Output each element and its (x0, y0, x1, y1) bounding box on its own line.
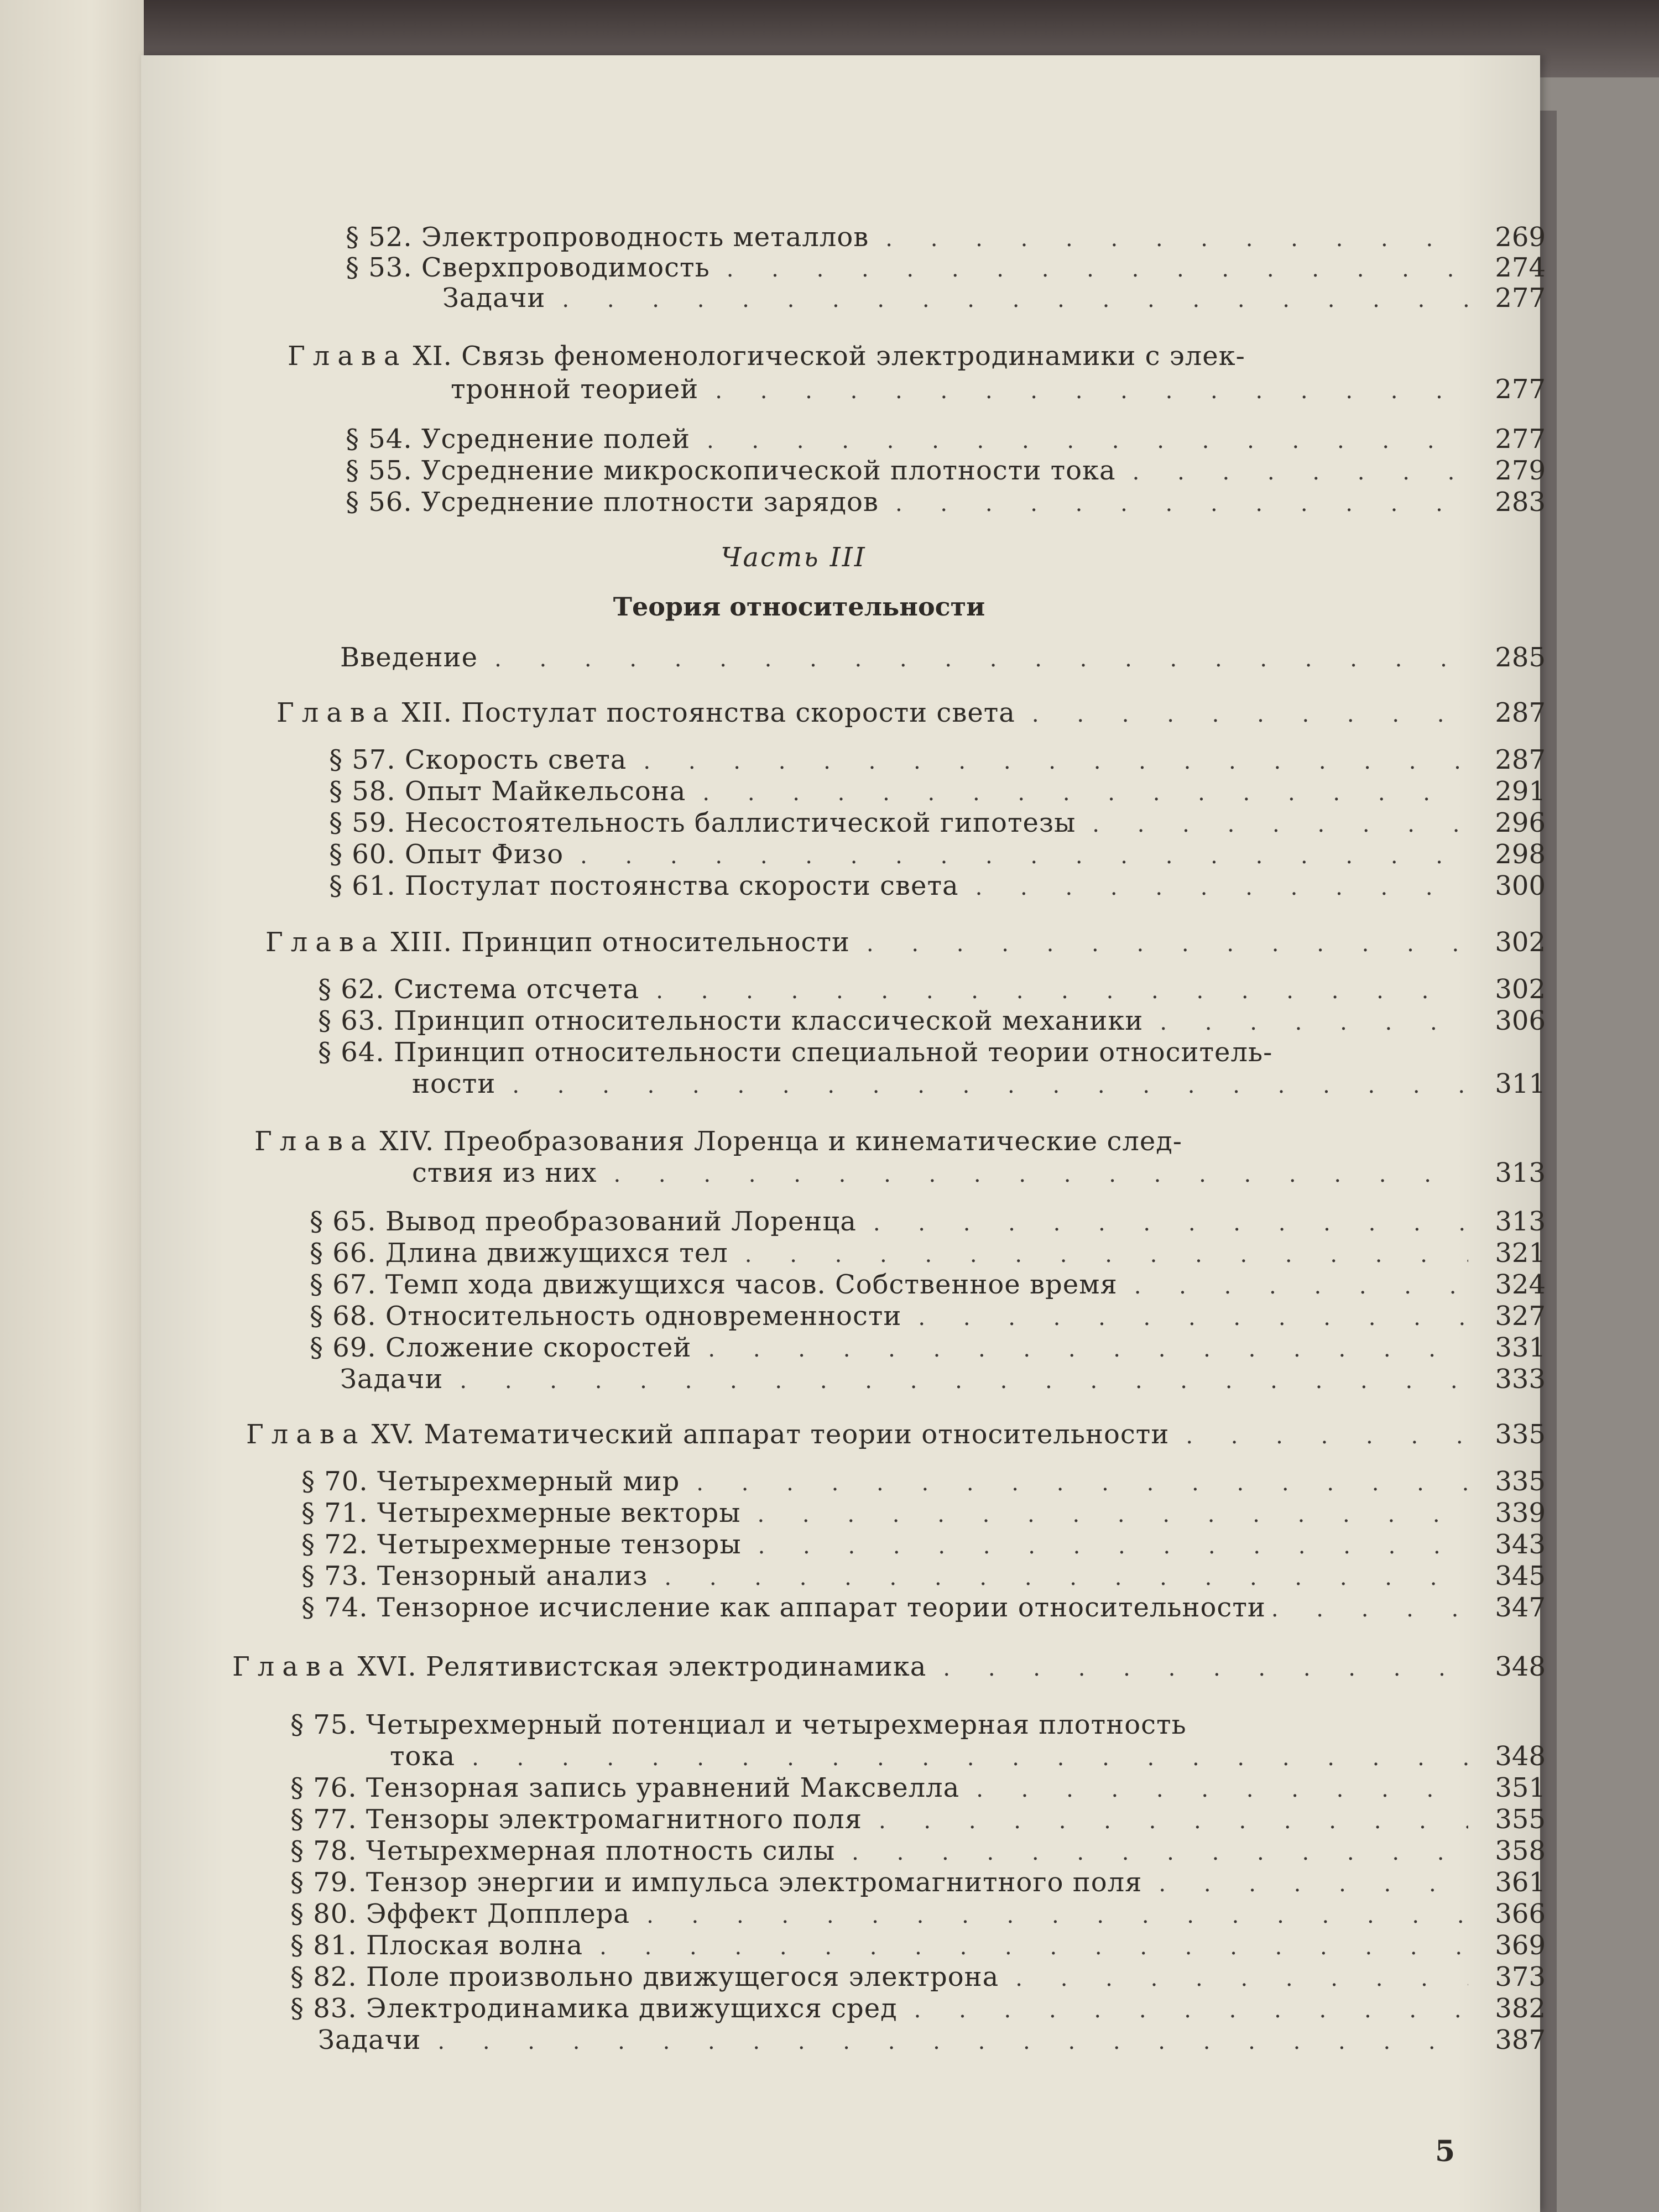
chapter-15: Глава XV. Математический аппарат теории относительности . . . 335 (246, 1418, 1546, 1451)
toc-entry-70: § 70. Четырехмерный мир . . . 335 (301, 1465, 1546, 1498)
toc-entry-77: § 77. Тензоры электромагнитного поля . . . 355 (290, 1803, 1546, 1835)
toc-entry-61: § 61. Постулат постоянства скорости света . . . 300 (329, 870, 1546, 902)
toc-entry-64-line1: § 64. Принцип относительности специальной теории относитель- (318, 1037, 1273, 1068)
part-label: Часть III (721, 542, 867, 573)
chapter-13: Глава XIII. Принцип относительности . . . 302 (265, 926, 1546, 958)
toc-entry-60: § 60. Опыт Физо . . . 298 (329, 838, 1546, 870)
toc-entry-54: § 54. Усреднение полей . . . 277 (346, 423, 1546, 455)
toc-problems-ch10: Задачи . . . 277 (442, 282, 1546, 314)
toc-entry-78: § 78. Четырехмерная плотность силы . . . 358 (290, 1835, 1546, 1867)
book-page (141, 55, 1546, 2212)
toc-entry-74: § 74. Тензорное исчисление как аппарат теории относительности . . . 347 (301, 1592, 1546, 1624)
toc-entry-63: § 63. Принцип относительности классической механики . . . 306 (318, 1005, 1546, 1037)
chapter-11-line1: Глава XI. Связь феноменологической электродинамики с элек- (288, 341, 1245, 372)
toc-entry-65: § 65. Вывод преобразований Лоренца . . . 313 (310, 1206, 1546, 1238)
toc-entry-83: § 83. Электродинамика движущихся сред . . . 382 (290, 1992, 1546, 2025)
chapter-16: Глава XVI. Релятивистская электродинамика . . . 348 (232, 1651, 1546, 1683)
toc-entry-64-line2: ности . . . 311 (412, 1068, 1546, 1100)
toc-entry-75-line1: § 75. Четырехмерный потенциал и четырехмерная плотность (290, 1709, 1187, 1740)
toc-entry-58: § 58. Опыт Майкельсона . . . 291 (329, 775, 1546, 807)
chapter-12: Глава XII. Постулат постоянства скорости света . . . 287 (276, 697, 1546, 729)
toc-entry-71: § 71. Четырехмерные векторы . . . 339 (301, 1497, 1546, 1529)
toc-entry-57: § 57. Скорость света . . . 287 (329, 744, 1546, 776)
toc-entry-62: § 62. Система отсчета . . . 302 (318, 973, 1546, 1005)
toc-entry-66: § 66. Длина движущихся тел . . . 321 (310, 1237, 1546, 1269)
chapter-14-line2: ствия из них . . . 313 (412, 1157, 1546, 1189)
toc-entry-53: § 53. Сверхпроводимость . . . 274 (346, 252, 1546, 284)
chapter-11-line2: тронной теорией . . . 277 (451, 373, 1546, 405)
toc-entry-79: § 79. Тензор энергии и импульса электромагнитного поля . . . 361 (290, 1866, 1546, 1898)
toc-entry-81: § 81. Плоская волна . . . 369 (290, 1929, 1546, 1961)
toc-entry-56: § 56. Усреднение плотности зарядов . . . 283 (346, 486, 1546, 518)
toc-entry-59: § 59. Несостоятельность баллистической гипотезы . . . 296 (329, 807, 1546, 839)
part-title: Теория относительности (613, 592, 985, 622)
toc-entry-68: § 68. Относительность одновременности . . . 327 (310, 1300, 1546, 1332)
toc-entry-82: § 82. Поле произвольно движущегося электрона . . . 373 (290, 1961, 1546, 1993)
toc-entry-67: § 67. Темп хода движущихся часов. Собственное время . . . 324 (310, 1269, 1546, 1301)
toc-entry-80: § 80. Эффект Допплера . . . 366 (290, 1898, 1546, 1930)
toc-entry-55: § 55. Усреднение микроскопической плотности тока . . . 279 (346, 455, 1546, 487)
page-number: 5 (1435, 2135, 1455, 2168)
toc-problems-ch16: Задачи . . . 387 (318, 2024, 1546, 2056)
toc-problems-ch14: Задачи . . . 333 (340, 1363, 1546, 1395)
chapter-14-line1: Глава XIV. Преобразования Лоренца и кинематические след- (254, 1126, 1183, 1157)
toc-entry-75-line2: тока . . . 348 (390, 1740, 1546, 1772)
toc-introduction: Введение . . . 285 (340, 641, 1546, 674)
toc-entry-52: § 52. Электропроводность металлов . . . 269 (346, 221, 1546, 253)
toc-entry-72: § 72. Четырехмерные тензоры . . . 343 (301, 1528, 1546, 1561)
toc-entry-69: § 69. Сложение скоростей . . . 331 (310, 1332, 1546, 1364)
toc-entry-76: § 76. Тензорная запись уравнений Максвелла . . . 351 (290, 1772, 1546, 1804)
toc-entry-73: § 73. Тензорный анализ . . . 345 (301, 1560, 1546, 1592)
